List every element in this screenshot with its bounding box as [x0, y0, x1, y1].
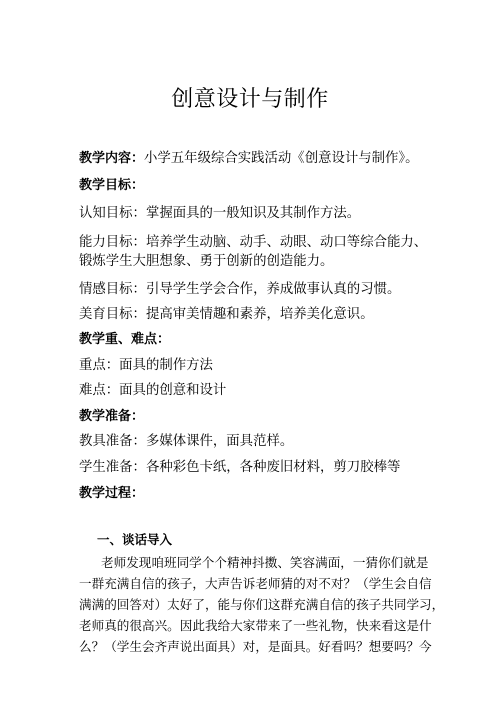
teaching-content-line — [79, 150, 439, 168]
teaching-process-heading: 教学过程： — [79, 486, 145, 501]
paragraph-line: 一群充满自信的孩子，大声告诉老师猜的对不对？（学生会自信 — [79, 576, 432, 591]
teaching-content-text: 小学五年级综合实践活动《创意设计与制作》。 — [144, 151, 419, 166]
paragraph-line: 老师真的很高兴。因此我给大家带来了一些礼物，快来看这是什 — [79, 618, 432, 633]
teaching-content-label: 教学内容： — [79, 151, 145, 166]
paragraph-line: 老师发现咱班同学个个精神抖擞、笑容满面，一猜你们就是 — [101, 555, 429, 570]
paragraph-line: 么？（学生会齐声说出面具）对，是面具。好看吗？想要吗？今 — [79, 639, 432, 654]
teaching-prep-heading: 教学准备： — [79, 409, 145, 424]
student-prep: 学生准备：各种彩色卡纸，各种废旧材料，剪刀胶棒等 — [79, 460, 401, 475]
teaching-goals-heading: 教学目标： — [79, 178, 145, 193]
emotion-goal: 情感目标：引导学生学会合作，养成做事认真的习惯。 — [79, 282, 401, 297]
teacher-prep: 教具准备：多媒体课件，面具范样。 — [79, 434, 294, 449]
paragraph-line: 满满的回答对）太好了，能与你们这群充满自信的孩子共同学习， — [79, 597, 445, 612]
cognitive-goal: 认知目标：掌握面具的一般知识及其制作方法。 — [79, 206, 361, 221]
key-difficult-heading: 教学重、难点： — [79, 332, 171, 347]
ability-goal-line-1: 能力目标：培养学生动脑、动手、动眼、动口等综合能力、 — [79, 235, 428, 250]
key-point: 重点：面具的制作方法 — [79, 358, 213, 373]
section-1-title: 一、谈话导入 — [97, 532, 173, 547]
difficult-point: 难点：面具的创意和设计 — [79, 383, 227, 398]
ability-goal-line-2: 锻炼学生大胆想象、勇于创新的创造能力。 — [79, 254, 334, 269]
intro-paragraph — [79, 552, 445, 657]
page-title: 创意设计与制作 — [171, 87, 329, 112]
aesthetic-goal: 美育目标：提高审美情趣和素养，培养美化意识。 — [79, 307, 374, 322]
